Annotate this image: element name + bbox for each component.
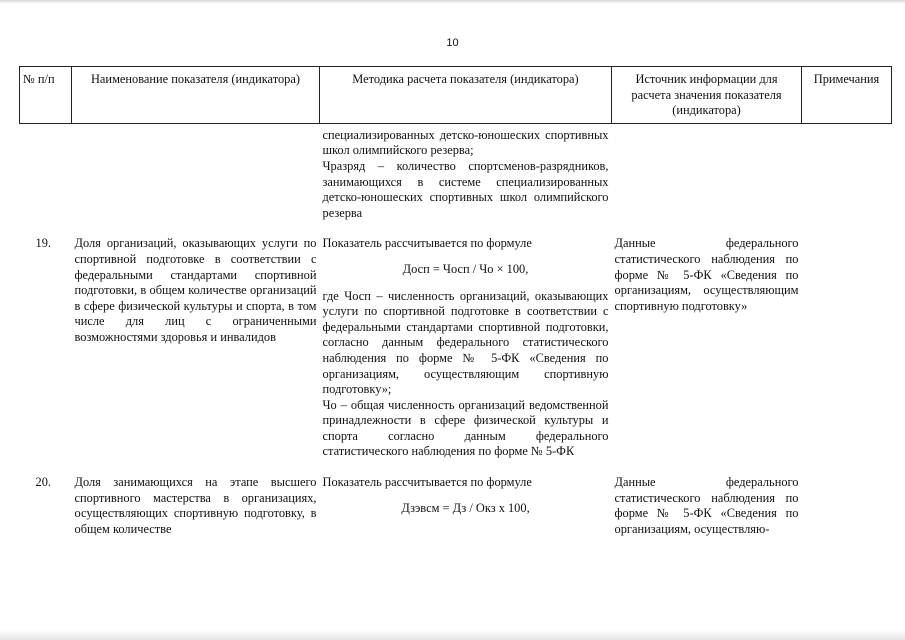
formula: Дзэвсм = Дз / Окз х 100, [401,500,530,515]
notes-cell [802,236,892,460]
header-calculation-method: Методика расчета показателя (индикатора) [320,67,612,124]
source-text: Данные федерального статистического наблюдения по форме № 5-ФК «Сведения по организациям, осуществляющим спортивную подготовку» [614,236,799,313]
method-intro: Показатель рассчитывается по формуле [322,475,532,490]
method-cell [320,475,612,537]
formula: Досп = Чосп / Чо × 100, [402,261,529,276]
indicators-table [19,66,892,537]
indicator-name-cell [72,236,320,460]
row-number: 20. [35,475,51,490]
source-text: Данные федерального статистического наблюдения по форме № 5-ФК «Сведения по организациям, осуществляю- [614,475,799,536]
source-cell [612,236,802,460]
method-cell [320,236,612,460]
indicator-name: Доля организаций, оказывающих услуги по спортивной подготовке в соответствии с федеральными стандартами спортивной подготовки, в общем количестве организаций в сфере физической культуры и спорта, в том числе для лиц с ограниченными возможностями здоровья и инвалидов [74,236,317,344]
notes-cell [802,475,892,537]
method-text: Чразряд – количество спортсменов-разрядников, занимающихся в системе специализированных детско-юношеских спортивных школ олимпийского резерва [322,158,609,220]
table-header-row [20,67,892,124]
row-number: 19. [35,236,51,251]
method-text: специализированных детско-юношеских спортивных школ олимпийского резерва; [322,127,609,158]
indicator-name: Доля занимающихся на этапе высшего спортивного мастерства в организациях, осуществляющих спортивную подготовку, в общем количестве [74,475,317,536]
scan-bottom-edge [0,630,905,640]
method-continuation-cell [320,123,612,221]
source-cell [612,475,802,537]
scan-top-edge [0,0,905,4]
method-intro: Показатель рассчитывается по формуле [322,236,532,251]
header-indicator-name: Наименование показателя (индикатора) [72,67,320,124]
header-notes: Примечания [802,67,892,124]
table-row-continuation [20,123,892,221]
table-row-20 [20,475,892,537]
indicator-name-cell [72,475,320,537]
header-information-source: Источник информации для расчета значения показателя (индикатора) [612,67,802,124]
header-number: № п/п [20,67,72,124]
page-number: 10 [446,37,459,49]
method-text: Чо – общая численность организаций ведомственной принадлежности в сфере физической культуры и спорта согласно данным федерального статистического наблюдения по форме № 5-ФК [322,397,609,459]
table-row-19 [20,236,892,460]
method-text: где Чосп – численность организаций, оказывающих услуги по спортивной подготовке в соответствии с федеральными стандартами спортивной подготовки, согласно данным федерального статистического наблюдения по форме № 5-ФК «Сведения по организациям, осуществляющим спортивную подготовку»; [322,288,609,397]
